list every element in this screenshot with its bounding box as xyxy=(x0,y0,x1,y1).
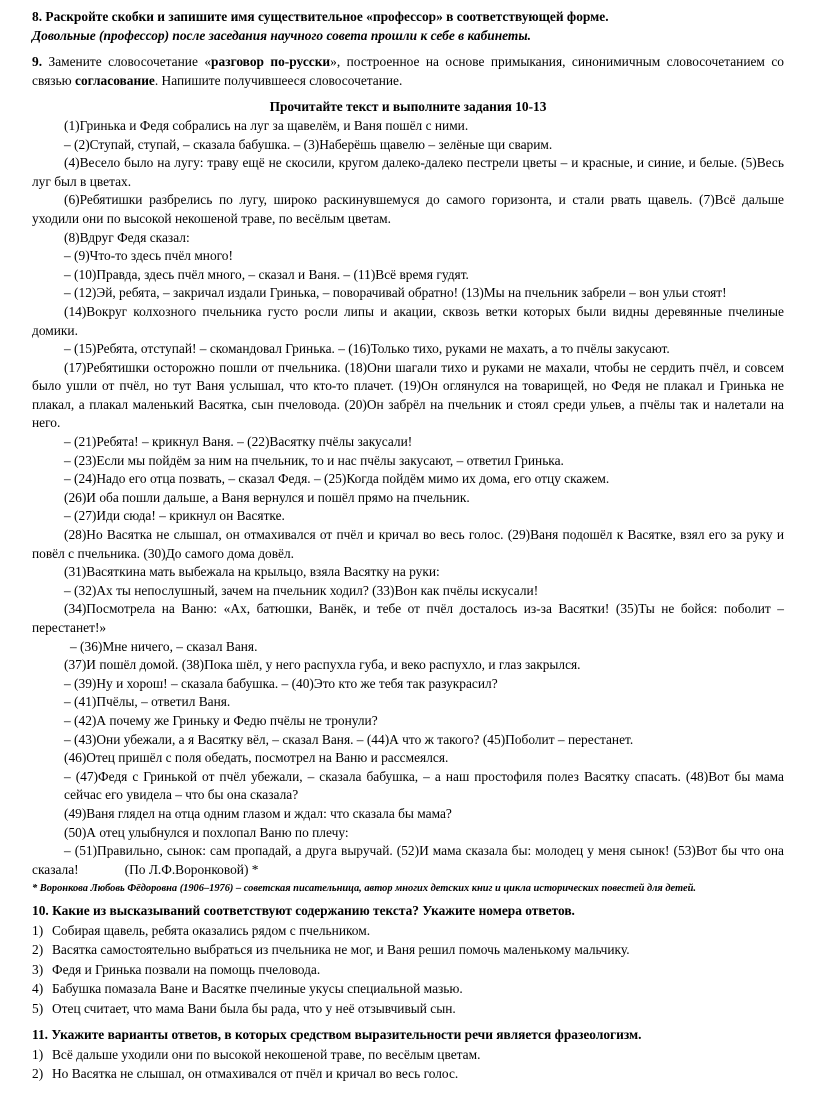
reading-title: Прочитайте текст и выполните задания 10-13 xyxy=(269,99,547,115)
answer-option xyxy=(32,1045,784,1064)
answer-option xyxy=(32,940,784,959)
option-number: 3) xyxy=(32,961,44,977)
text-paragraph: – (36)Мне ничего, – сказал Ваня. xyxy=(70,638,258,654)
text-paragraph: – (10)Правда, здесь пчёл много, – сказал и Ваня. – (11)Всё время гудят. xyxy=(64,266,469,282)
task9 xyxy=(32,53,784,90)
text-paragraph: – (41)Пчёлы, – ответил Ваня. xyxy=(64,694,231,710)
answer-option xyxy=(32,999,784,1018)
option-text: Бабушка помазала Ване и Васятке пчелиные укусы специальной мазью. xyxy=(52,981,463,997)
task9-phrase: разговор по-русски xyxy=(211,54,331,70)
text-paragraph: – (43)Они убежали, а я Васятку вёл, – сказал Ваня. – (44)А что ж такого? (45)Поболит – перестанет. xyxy=(64,731,634,747)
text-paragraph: (34)Посмотрела на Ваню: «Ах, батюшки, Ванёк, и тебе от пчёл досталось из-за Васятки! (35)Ты не бойся: поболит – перестанет!» xyxy=(32,601,784,635)
text-paragraph: (6)Ребятишки разбрелись по лугу, широко раскинувшемуся до самого горизонта, и стали рвать щавель. (7)Всё дальше уходили они по высокой некошеной траве, по весёлым цветам. xyxy=(32,192,784,226)
option-number: 2) xyxy=(32,942,44,958)
answer-option xyxy=(32,1064,784,1083)
text-paragraph: – (47)Федя с Гринькой от пчёл убежали, – сказала бабушка, – а наш простофиля полез Васятку спасать. (48)Вот бы мама сейчас его увидела – что бы она сказала? xyxy=(64,768,784,803)
text-paragraph: (37)И пошёл домой. (38)Пока шёл, у него распухла губа, и веко распухло, и глаз закрылся. xyxy=(64,657,581,673)
text-paragraph: (4)Весело было на лугу: траву ещё не скосили, кругом далеко-далеко пестрели цветы – и красные, и синие, и белые. (5)Весь луг был в цветах. xyxy=(32,155,784,189)
text-paragraph: (46)Отец пришёл с поля обедать, посмотрел на Ваню и рассмеялся. xyxy=(64,750,449,766)
text-paragraph: (31)Васяткина мать выбежала на крыльцо, взяла Васятку на руки: xyxy=(64,564,440,580)
text-paragraph: – (32)Ах ты непослушный, зачем на пчельник ходил? (33)Вон как пчёлы искусали! xyxy=(64,582,539,598)
text-paragraph: – (21)Ребята! – крикнул Ваня. – (22)Васятку пчёлы закусали! xyxy=(64,434,413,450)
task9-text-c: . Напишите получившееся словосочетание. xyxy=(154,72,403,88)
option-text: Отец считает, что мама Вани была бы рада, что у неё отзывчивый сын. xyxy=(52,1000,456,1016)
option-text: Но Васятка не слышал, он отмахивался от пчёл и кричал во весь голос. xyxy=(52,1065,459,1081)
option-number: 2) xyxy=(32,1065,44,1081)
text-paragraph: (26)И оба пошли дальше, а Ваня вернулся и пошёл прямо на пчельник. xyxy=(64,489,470,505)
task11-title: 11. Укажите варианты ответов, в которых средством выразительности речи является фразеологизм. xyxy=(32,1026,642,1042)
answer-option xyxy=(32,960,784,979)
text-paragraph: – (27)Иди сюда! – крикнул он Васятке. xyxy=(64,508,285,524)
option-number: 1) xyxy=(32,922,44,938)
task9-text-b: », построенное на основе примыкания, синонимичным словосочетанием со связью xyxy=(32,54,784,88)
text-paragraph: – (12)Эй, ребята, – закричал издали Гринька, – поворачивай обратно! (13)Мы на пчельник забрели – вон ульи стоят! xyxy=(64,285,727,301)
reading-text xyxy=(32,117,784,842)
task10-title: 10. Какие из высказываний соответствуют содержанию текста? Укажите номера ответов. xyxy=(32,903,575,919)
answer-option xyxy=(32,979,784,998)
text-paragraph: (8)Вдруг Федя сказал: xyxy=(64,229,190,245)
option-text: Всё дальше уходили они по высокой некошеной траве, по весёлым цветам. xyxy=(52,1046,481,1062)
text-paragraph-last xyxy=(32,842,784,879)
text-last-sentence: – (51)Правильно, сынок: сам пропадай, а друга выручай. (52)И мама сказала бы: молодец у меня сынок! (53)Вот бы что она сказала! xyxy=(32,843,784,877)
option-text: Федя и Гринька позвали на помощь пчеловода. xyxy=(52,961,321,977)
text-paragraph: (49)Ваня глядел на отца одним глазом и ждал: что сказала бы мама? xyxy=(64,805,452,821)
text-paragraph: (28)Но Васятка не слышал, он отмахивался от пчёл и кричал во весь голос. (29)Ваня подошёл к Васятке, взял его за руку и повёл с пчельника. (30)До самого дома довёл. xyxy=(32,527,784,561)
option-text: Собирая щавель, ребята оказались рядом с пчельником. xyxy=(52,922,371,938)
task9-text-a: Замените словосочетание « xyxy=(42,54,212,70)
text-paragraph: – (9)Что-то здесь пчёл много! xyxy=(64,248,233,264)
answer-option xyxy=(32,921,784,940)
task8-title: 8. Раскройте скобки и запишите имя существительное «профессор» в соответствующей форме. xyxy=(32,9,609,24)
task10-options xyxy=(32,921,784,1018)
text-paragraph: – (2)Ступай, ступай, – сказала бабушка. – (3)Наберёшь щавелю – зелёные щи сварим. xyxy=(64,136,553,152)
text-paragraph: – (24)Надо его отца позвать, – сказал Федя. – (25)Когда пойдём мимо их дома, его отцу скажем. xyxy=(64,471,610,487)
text-paragraph: (17)Ребятишки осторожно пошли от пчельника. (18)Они шагали тихо и руками не махали, чтобы не сердить пчёл, и совсем было ушли от пчёл, но тут Ваня услышал, что кто-то плачет. (19)Он оглянулся на товарищей, но Федя не плакал и Гринька не плакал, а плакал маленький Васятка, сын пчеловода. (20)Он забрёл на пчельник и стоял среди ульев, а пчёлы так и налетали на него. xyxy=(32,359,784,431)
text-paragraph: (50)А отец улыбнулся и похлопал Ваню по плечу: xyxy=(64,824,349,840)
option-number: 1) xyxy=(32,1046,44,1062)
task9-number: 9. xyxy=(32,54,43,70)
text-paragraph: – (15)Ребята, отступай! – скомандовал Гринька. – (16)Только тихо, руками не махать, а то пчёлы закусают. xyxy=(64,341,670,357)
document-page xyxy=(32,8,784,1083)
task11-options xyxy=(32,1045,784,1084)
option-number: 4) xyxy=(32,981,44,997)
option-text: Васятка самостоятельно выбраться из пчельника не мог, и Ваня решил помочь маленькому мальчику. xyxy=(52,942,630,958)
text-source: (По Л.Ф.Воронковой) * xyxy=(124,861,259,877)
text-paragraph: – (23)Если мы пойдём за ним на пчельник, то и нас пчёлы закусают, – ответил Гринька. xyxy=(64,452,564,468)
footnote: * Воронкова Любовь Фёдоровна (1906–1976) – советская писательница, автор многих детских книг и цикла исторических повестей для детей. xyxy=(32,883,696,895)
text-paragraph: – (39)Ну и хорош! – сказала бабушка. – (40)Это кто же тебя так разукрасил? xyxy=(64,675,498,691)
text-paragraph: – (42)А почему же Гриньку и Федю пчёлы не тронули? xyxy=(64,712,378,728)
option-number: 5) xyxy=(32,1000,44,1016)
text-paragraph: (14)Вокруг колхозного пчельника густо росли липы и акации, сквозь ветки которых были видны деревянные пчелиные домики. xyxy=(32,303,784,338)
task9-link-type: согласование xyxy=(75,72,155,88)
task8-sentence: Довольные (профессор) после заседания научного совета прошли к себе в кабинеты. xyxy=(32,27,531,43)
text-paragraph: (1)Гринька и Федя собрались на луг за щавелём, и Ваня пошёл с ними. xyxy=(64,117,469,133)
